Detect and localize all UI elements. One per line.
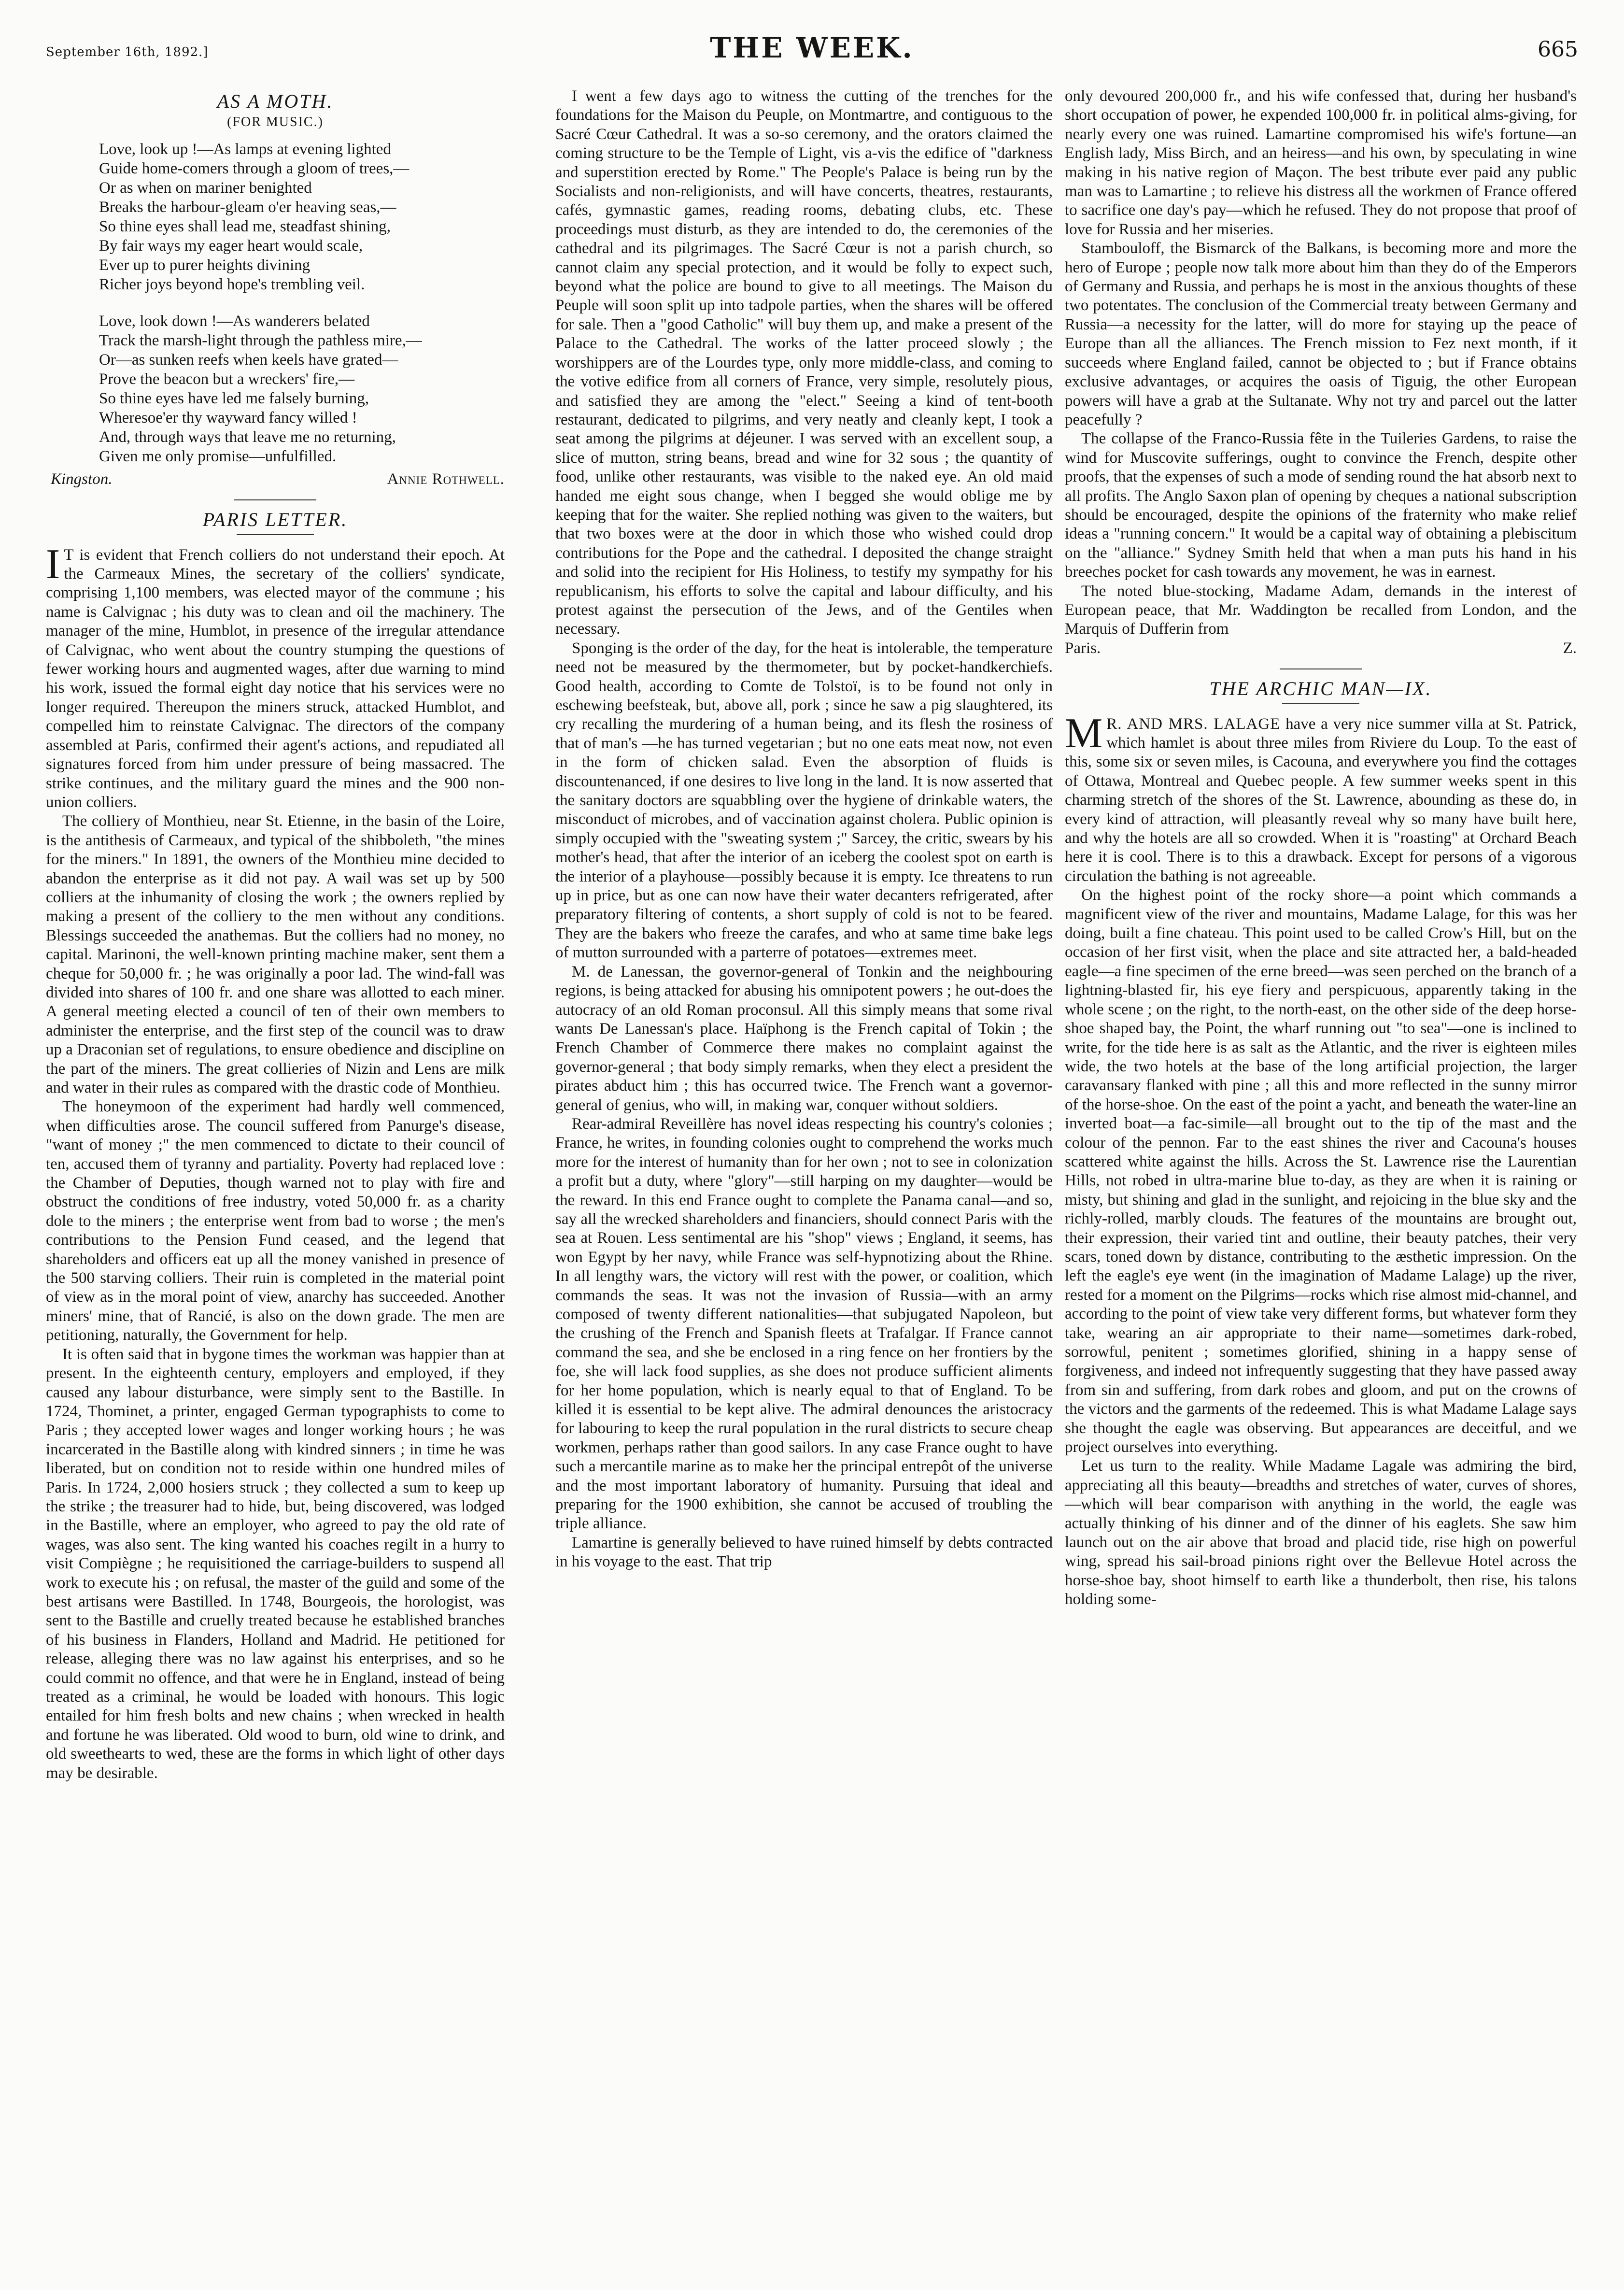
paragraph: I went a few days ago to witness the cutting of the trenches for the foundations for the Maison du Peuple, on Montmartre, and contiguous to the Sacré Cœur Cathedral. It was a so-so ceremony, and the orators claimed the coming structure to be the Temple of Light, vis a-vis the edifice of "darkness and superstition erected by Rome." The People's Palace is being run by the Socialists and non-religionists, and will have concerts, theatres, restaurants, cafés, gymnastic games, reading rooms, debating clubs, etc. These proceedings must disturb, as they are intended to do, the ceremonies of the cathedral and its pilgrimages. The Sacré Cœur is not a parish church, so cannot claim any special protection, and it would be folly to expect such, beyond what the police are bound to give to all meetings. The Maison du Peuple will soon split up into tadpole parties, when the shares will be offered for sale. Then a "good Catholic" will buy them up, and make a present of the Palace to the Cathedral. The works of the latter proceed slowly ; the worshippers are of the Lourdes type, only more middle-class, and coming to the votive edifice from all corners of France, very simple, resolutely pious, and satisfied they are among the "elect." Seeing a kind of tent-booth restaurant, dedicated to pilgrims, and very neatly and cleanly kept, I took a seat among the pilgrims at déjeuner. I was served with an excellent soup, a slice of mutton, string beans, bread and wine for 32 sous ; the quantity of food, unlike other restaurants, was visible to the naked eye. An old maid handed me eight sous change, when I begged she would oblige me by keeping that for the waiter. She replied nothing was given to the waiters, but that two boxes were at the door in which those who wished could drop contributions for the Pope and the cathedral. I deposited the change straight and solid into the recipient for His Holiness, to testify my sympathy for his republicanism, his efforts to solve the capital and labour difficulty, and his protest against the persecution of the Jews, and of the Gentiles when necessary. [555, 87, 1053, 638]
paragraph: It is often said that in bygone times the workman was happier than at present. In the eighteenth century, employers and employed, if they caused any labour disturbance, were simply sent to the Bastille. In 1724, Thominet, a printer, engaged German typographists to come to Paris ; they accepted lower wages and longer working hours ; he was incarcerated in the Bastille along with kindred sinners ; in time he was liberated, but on condition not to reside within one hundred miles of Paris. In 1724, 2,000 hosiers struck ; they collected a sum to keep up the strike ; the treasurer had to hide, but, being discovered, was lodged in the Bastille, where an employer, who agreed to pay the old rate of wages, was also sent. The king wanted his coaches regilt in a hurry to visit Compiègne ; he requisitioned the carriage-builders to suspend all work to execute his ; on refusal, the master of the guild and some of the best artisans were Bastilled. In 1748, Bourgeois, the horologist, was sent to the Bastille and cruelly treated because he established branches of his business in Flanders, Holland and Madrid. He petitioned for release, alleging there was no law against his enterprises, and so he could commit no offence, and that were he in England, instead of being treated as a criminal, he would be loaded with honours. This logic entailed for him fresh bolts and new chains ; when wrecked in health and fortune he was liberated. Old wood to burn, old wine to drink, and old sweethearts to wed, these are the forms in which light of other days may be desirable. [46, 1345, 505, 1782]
paragraph: The colliery of Monthieu, near St. Etienne, in the basin of the Loire, is the antithesis of Carmeaux, and typical of the shibboleth, "the mines for the miners." In 1891, the owners of the Monthieu mine decided to abandon the enterprise as it did not pay. A wail was set up by 500 colliers at the inhumanity of closing the work ; the owners replied by making a present of the colliery to the men without any conditions. Blessings succeeded the anathemas. But the colliers had no money, no capital. Marinoni, the well-known printing machine maker, sent them a cheque for 50,000 fr. ; he was originally a poor lad. The wind-fall was divided into shares of 100 fr. and one share was allotted to each miner. A general meeting elected a council of ten of their own members to administer the enterprise, and the first step of the council was to draw up a Draconian set of regulations, to ensure obedience and discipline on the part of the miners. The great collieries of Nizin and Lens are milk and water in their rules as compared with the drastic code of Monthieu. [46, 812, 505, 1096]
masthead [46, 27, 1578, 70]
poem-line: Breaks the harbour-gleam o'er heaving seas,— [99, 198, 396, 216]
paris-letter-title: PARIS LETTER. [202, 509, 348, 531]
poem-subtitle: (FOR MUSIC.) [227, 114, 324, 130]
divider [237, 534, 314, 535]
column-1 [46, 87, 505, 1783]
poem-line: Or—as sunken reefs when keels have grated— [99, 351, 398, 369]
poem-line: Ever up to purer heights divining [99, 256, 311, 274]
poem-place: Kingston. [51, 470, 113, 488]
poem-line: Richer joys beyond hope's trembling veil. [99, 275, 365, 293]
divider [1282, 703, 1359, 704]
column-3 [1065, 87, 1577, 1609]
paragraph: only devoured 200,000 fr., and his wife confessed that, during her husband's short occupation of power, he expended 100,000 fr. in political alms-giving, for nearly every one was ruined. Lamartine compromised his wife's fortune—an English lady, Miss Birch, and an heiress—and his own, by speculating in wine making in his native region of Maçon. The best tribute ever paid any public man was to Lamartine ; to relieve his distress all the workmen of France offered to sacrifice one day's pay—which he refused. They do not propose that proof of love for Russia and her miseries. [1065, 87, 1577, 238]
poem-title: AS A MOTH. [217, 90, 334, 112]
poem-author: Annie Rothwell. [387, 470, 505, 488]
drop-cap: I [46, 540, 60, 588]
paragraph: On the highest point of the rocky shore—a point which commands a magnificent view of the river and mountains, Madame Lalage, for this was her doing, built a fine chateau. This point used to be called Crow's Hill, but on the occasion of her first visit, when the place and site attracted her, a bald-headed eagle—a fine specimen of the erne breed—was seen perched on the branch of a lightning-blasted fir, his eye fiery and perspicuous, apparently taking in the whole scene ; on the right, to the north-east, on the other side of the deep horse-shoe shaped bay, the Point, the wharf running out "to sea"—one is inclined to write, for the tide here is as salt as the Atlantic, and the river is eighteen miles wide, the two hotels at the base of the long artificial projection, the larger caravansary flanked with pine ; all this and more reflected in the sunny mirror of the horse-shoe. On the east of the point a yacht, and beneath the water-line an inverted boat—a fac-simile—all brought out to the tip of the mast and the colour of the pennon. Far to the east shines the river and Cacouna's houses scattered white against the hills. Across the St. Lawrence rise the Laurentian Hills, not robed in ultra-marine blue to-day, as they are when it is raining or misty, but shining and glad in the sunlight, and rejoicing in the blue sky and the richly-rolled, marbly clouds. The features of the mountains are brought out, their expression, their varied tint and outline, their beauty patches, their very scars, toned down by distance, contributing to the æsthetic impression. On the left the eagle's eye went (in the imagination of Madame Lalage) up the river, rested for a moment on the Pilgrims—rocks which rise almost mid-channel, and according to the point of view take very different forms, but whatever form they take, wearing an air appropriate to their name—sometimes dark-robed, sorrowful, penitent ; sometimes glorified, shining in a happy sense of forgiveness, and indeed not infrequently suggesting that they have passed away from sin and suffering, from dark robes and gloom, and put on the crowns of the victors and the garments of the redeemed. This is what Madame Lalage says she thought the eagle was observing. But appearances are deceitful, and we project ourselves into everything. [1065, 886, 1577, 1456]
paragraph: Let us turn to the reality. While Madame Lagale was admiring the bird, appreciating all this beauty—breadths and stretches of water, curves of shores,—which will bear comparison with anything in the world, the eagle was actually thinking of his dinner and of the dinner of his eaglets. She saw him launch out on the air above that broad and placid tide, rise high on powerful wing, spread his sail-broad pinions right over the Bellevue Hotel across the horse-shoe bay, shoot himself to earth like a thunderbolt, then rise, his talons holding some- [1065, 1457, 1577, 1608]
poem-signature [46, 466, 505, 489]
closing-signature: Z. [1563, 639, 1577, 657]
poem-body [46, 140, 505, 466]
page-number: 665 [1538, 37, 1578, 62]
newspaper-title: THE WEEK. [710, 31, 914, 64]
column-2 [555, 87, 1053, 1572]
divider [234, 499, 316, 500]
opening-small-caps: R. AND MRS. LALAGE [1106, 715, 1281, 733]
poem-line: Love, look up !—As lamps at evening lighted [99, 140, 391, 158]
paragraph: The collapse of the Franco-Russia fête in the Tuileries Gardens, to raise the wind for Muscovite sufferings, ought to convince the French, despite other proofs, that the expenses of such a mode of sending round the hat absorb next to all profits. The Anglo Saxon plan of opening by cheques a national subscription should be encouraged, despite the opinions of the fraternity who make relief ideas a "running concern." It would be a capital way of obtaining a plebiscitum on the "alliance." Sydney Smith held that when a man puts his hand in his breeches pocket for cash towards any movement, he was in earnest. [1065, 430, 1577, 581]
paragraph: The honeymoon of the experiment had hardly well commenced, when difficulties arose. The council suffered from Panurge's disease, "want of money ;" the men commenced to dictate to their council of ten, accused them of tyranny and partiality. Poverty had replaced love : the Chamber of Deputies, though warned not to play with fire and obstruct the conditions of free industry, voted 50,000 fr. as a charity dole to the miners ; the enterprise went from bad to worse ; the men's contributions to the Pension Fund ceased, and the legend that shareholders and officers eat up all the money vanished in presence of the 500 starving colliers. Their ruin is completed in the material point of view as in the moral point of view, anarchy has succeeded. Another miners' mine, that of Rancié, is also on the down grade. The men are petitioning, naturally, the Government for help. [46, 1098, 505, 1344]
paragraph: The noted blue-stocking, Madame Adam, demands in the interest of European peace, that Mr. Waddington be recalled from London, and the Marquis of Dufferin from [1065, 582, 1577, 638]
paragraph: Sponging is the order of the day, for the heat is intolerable, the temperature need not be measured by the thermometer, but by pocket-handkerchiefs. Good health, according to Comte de Tolstoï, is to be found not only in eschewing beefsteak, but, above all, pork ; since he saw a pig slaughtered, its cry recalling the murdering of a human being, and its flesh the rosiness of that of man's —he has turned vegetarian ; but no one eats meat now, not even in the form of chicken salad. Even the absorption of fluids is discountenanced, if one desires to live long in the land. It is now asserted that the sanitary doctors are squabbling over the hygiene of drinkable waters, the misconduct of microbes, and of vaccination against cholera. Public opinion is simply occupied with the "sweating system ;" Sarcey, the critic, swears by his mother's head, that after the interior of an iceberg the coolest spot on earth is the interior of a playhouse—possibly because it is empty. Ice threatens to run up in price, but as one can now have their water decanters refrigerated, after preparatory filtering of contents, a short supply of cold is not to be feared. They are the bakers who freeze the carafes, and who at same time bake legs of mutton surrounded with a parterre of potatoes—extremes meet. [555, 639, 1053, 962]
drop-cap: M [1065, 710, 1103, 757]
poem-line: So thine eyes have led me falsely burning, [99, 389, 369, 407]
poem-line: Prove the beacon but a wreckers' fire,— [99, 370, 355, 388]
paragraph: M. de Lanessan, the governor-general of Tonkin and the neighbouring regions, is being attacked for abusing his omnipotent powers ; he out-does the autocracy of an old Roman proconsul. All this simply means that some rival wants De Lanessan's place. Haïphong is the French capital of Tokin ; the French Chamber of Commerce there makes no complaint against the governor-general ; that body simply remarks, when they elect a president the pirates abduct him ; this has occurred twice. The French want a governor-general of genius, who will, in making war, conquer without soldiers. [555, 963, 1053, 1114]
poem-line: By fair ways my eager heart would scale, [99, 237, 363, 255]
paragraph: Lamartine is generally believed to have ruined himself by debts contracted in his voyage to the east. That trip [555, 1534, 1053, 1571]
letter-closing [1065, 639, 1577, 658]
poem-line: Guide home-comers through a gloom of trees,— [99, 159, 410, 177]
paragraph: Stambouloff, the Bismarck of the Balkans, is becoming more and more the hero of Europe ; people now talk more about him than they do of the Emperors of Germany and Russia, and perhaps he is most in the anxious thoughts of these two potentates. The conclusion of the Commercial treaty between Germany and Russia—a necessity for the latter, will do more for staying up the peace of Europe than all the alliances. The French mission to Fez next month, if it succeeds where England failed, cannot be objected to ; but if France obtains exclusive advantages, or acquires the oasis of Tiguig, the other European powers will have a grab at the Sultanate. Why not try and parcel out the latter peacefully ? [1065, 240, 1577, 428]
paragraph: M R. AND MRS. LALAGE have a very nice summer villa at St. Patrick, which hamlet is about three miles from Riviere du Loup. To the east of this, some six or seven miles, is Cacouna, and everywhere you find the cottages of Ottawa, Montreal and Quebec people. A few summer weeks spent in this charming stretch of the shores of the St. Lawrence, abounding as these do, in every kind of attraction, will pleasantly reveal why so many have built here, and why the hotels are all so crowded. When it is "roasting" at Orchard Beach here it is cool. There is to this a drawback. Except for persons of a vigorous circulation the bathing is not agreeable. [1065, 710, 1577, 885]
poem-line: Love, look down !—As wanderers belated [99, 312, 370, 330]
paragraph: Rear-admiral Reveillère has novel ideas respecting his country's colonies ; France, he writes, in founding colonies ought to comprehend the works much more for the interest of humanity than for her own ; not to see in colonization a profit but a duty, where "glory"—still harping on my daughter—would be the reward. In this end France ought to complete the Panama canal—and so, say all the wrecked shareholders and financiers, should connect Paris with the sea at Rouen. Less sentimental are his "shop" views ; England, it seems, has won Egypt by her navy, while France was self-hypnotizing about the Rhine. In all lengthy wars, the victory will rest with the power, or coalition, which commands the seas. It was not the invasion of Russia—with an army composed of twenty different nationalities—that subjugated Napoleon, but the crushing of the French and Spanish fleets at Trafalgar. If France cannot command the sea, and she be enclosed in a ring fence on her frontiers by the foe, she will lack food supplies, as she does not produce sufficient aliments for her home population, which is nearly equal to that of England. To be killed it is essential to be kept alive. The admiral denounces the aristocracy for labouring to keep the rural population in the rural districts to secure cheap workmen, perhaps rather than good sailors. In any case France ought to have such a mercantile marine as to make her the principal entrepôt of the universe and the most important laboratory of humanity. Pursuing that ideal and preparing for the 1900 exhibition, she cannot be accused of troubling the triple alliance. [555, 1115, 1053, 1533]
poem-line: Or as when on mariner benighted [99, 179, 312, 197]
poem-line: Wheresoe'er thy wayward fancy willed ! [99, 409, 357, 427]
poem-line: So thine eyes shall lead me, steadfast shining, [99, 217, 391, 235]
issue-date: September 16th, 1892.] [46, 45, 209, 59]
archic-man-title: THE ARCHIC MAN—IX. [1209, 678, 1432, 700]
poem-line: Track the marsh-light through the pathless mire,— [99, 331, 422, 349]
closing-place: Paris. [1065, 639, 1101, 657]
poem-line: Given me only promise—unfulfilled. [99, 447, 337, 465]
poem-line: And, through ways that leave me no returning, [99, 428, 396, 446]
paragraph: I T is evident that French colliers do not understand their epoch. At the Carmeaux Mines, the secretary of the colliers' syndicate, comprising 1,100 members, was elected mayor of the commune ; his name is Calvignac ; his duty was to clean and oil the machinery. The manager of the mine, Humblot, in presence of the irregular attendance of Calvignac, who went about the country stumping the questions of fewer working hours and augmented wages, after due warning to mind his work, issued the formal eight day notice that his services were no longer required. Thereupon the miners struck, attacked Humblot, and compelled him to reinstate Calvignac. The directors of the company assembled at Paris, confirmed their agent's actions, and repudiated all signatures forced from him under pressure of being massacred. The strike continues, and the military guard the mines and the 900 non-union colliers. [46, 540, 505, 811]
